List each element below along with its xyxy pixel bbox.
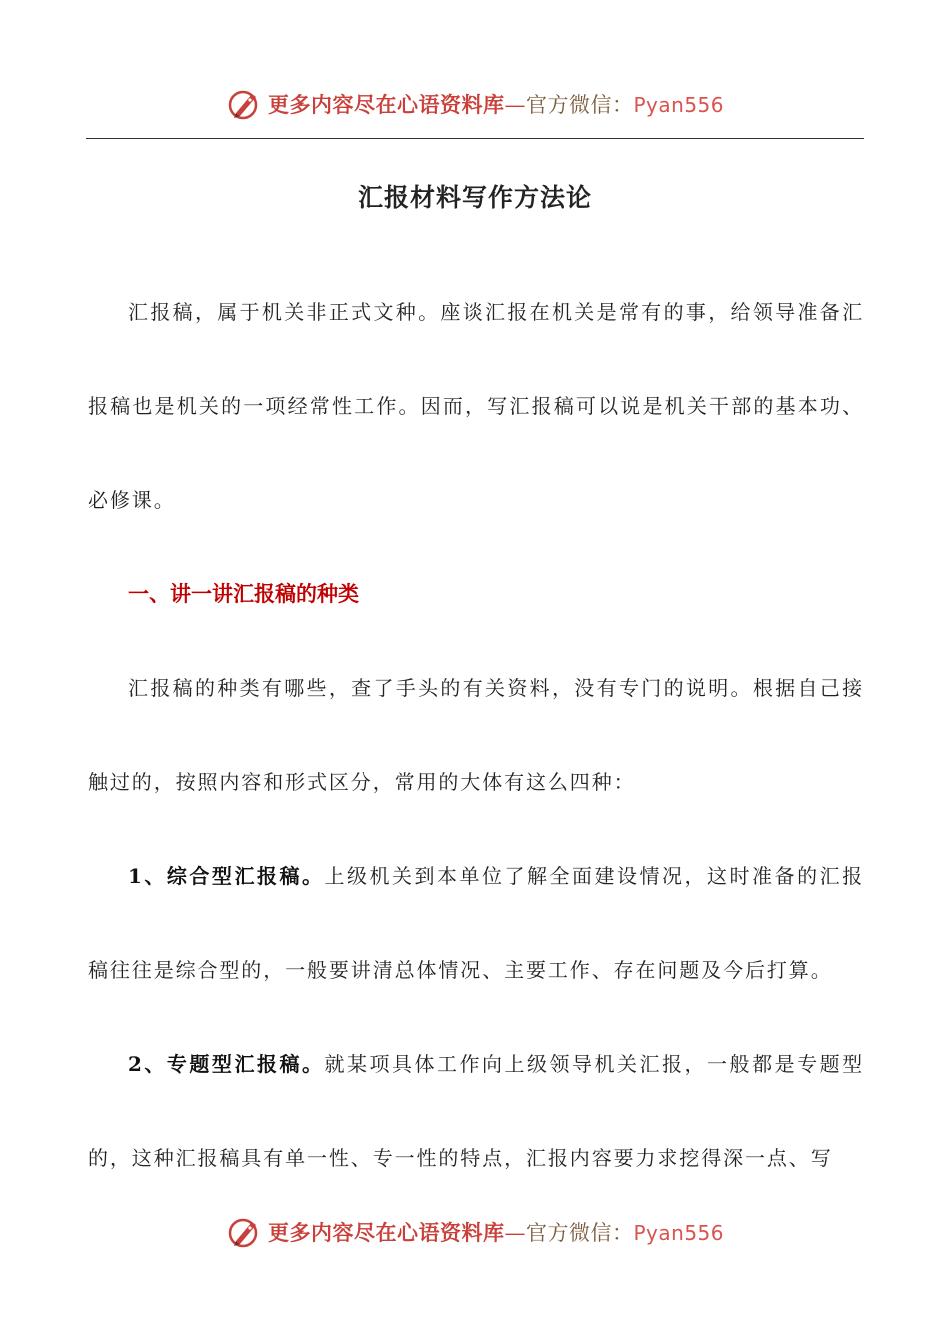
banner-wechat-label: 官方微信： xyxy=(525,93,634,117)
pen-in-circle-icon xyxy=(226,1214,262,1250)
list-item-text: 上级机关到本单位了解全面建设情况，这时准备的汇报稿往往是综合型的，一般要讲清总体情况、主要工作、存在问题及今后打算。 xyxy=(88,864,864,982)
document-title: 汇报材料写作方法论 xyxy=(357,183,592,212)
banner-dash: — xyxy=(504,1221,526,1245)
pen-in-circle-icon xyxy=(226,86,262,122)
section-intro-paragraph: 汇报稿的种类有哪些，查了手头的有关资料，没有专门的说明。根据自己接触过的，按照内容和形式区分，常用的大体有这么四种： xyxy=(88,676,864,794)
banner-main-text: 更多内容尽在心语资料库 xyxy=(267,1220,505,1245)
section-heading: 一、讲一讲汇报稿的种类 xyxy=(128,581,359,606)
header-banner xyxy=(0,84,950,124)
banner-wechat-label: 官方微信： xyxy=(525,1221,634,1245)
footer-banner xyxy=(0,1212,950,1252)
list-item-text: 就某项具体工作向上级领导机关汇报，一般都是专题型的，这种汇报稿具有单一性、专一性的特点，汇报内容要力求挖得深一点、写 xyxy=(88,1052,864,1170)
document-body xyxy=(88,265,864,1205)
banner-wechat-id: Pyan556 xyxy=(633,1221,724,1245)
list-item-thematic xyxy=(88,1017,864,1205)
banner-dash: — xyxy=(504,93,526,117)
list-item-lead: 1、综合型汇报稿。 xyxy=(128,864,325,888)
header-divider xyxy=(86,138,864,139)
list-item-comprehensive xyxy=(88,829,864,1017)
list-item-lead: 2、专题型汇报稿。 xyxy=(128,1052,325,1076)
banner-main-text: 更多内容尽在心语资料库 xyxy=(267,92,505,117)
banner-wechat-id: Pyan556 xyxy=(633,93,724,117)
intro-paragraph: 汇报稿，属于机关非正式文种。座谈汇报在机关是常有的事，给领导准备汇报稿也是机关的一项经常性工作。因而，写汇报稿可以说是机关干部的基本功、必修课。 xyxy=(88,300,864,512)
